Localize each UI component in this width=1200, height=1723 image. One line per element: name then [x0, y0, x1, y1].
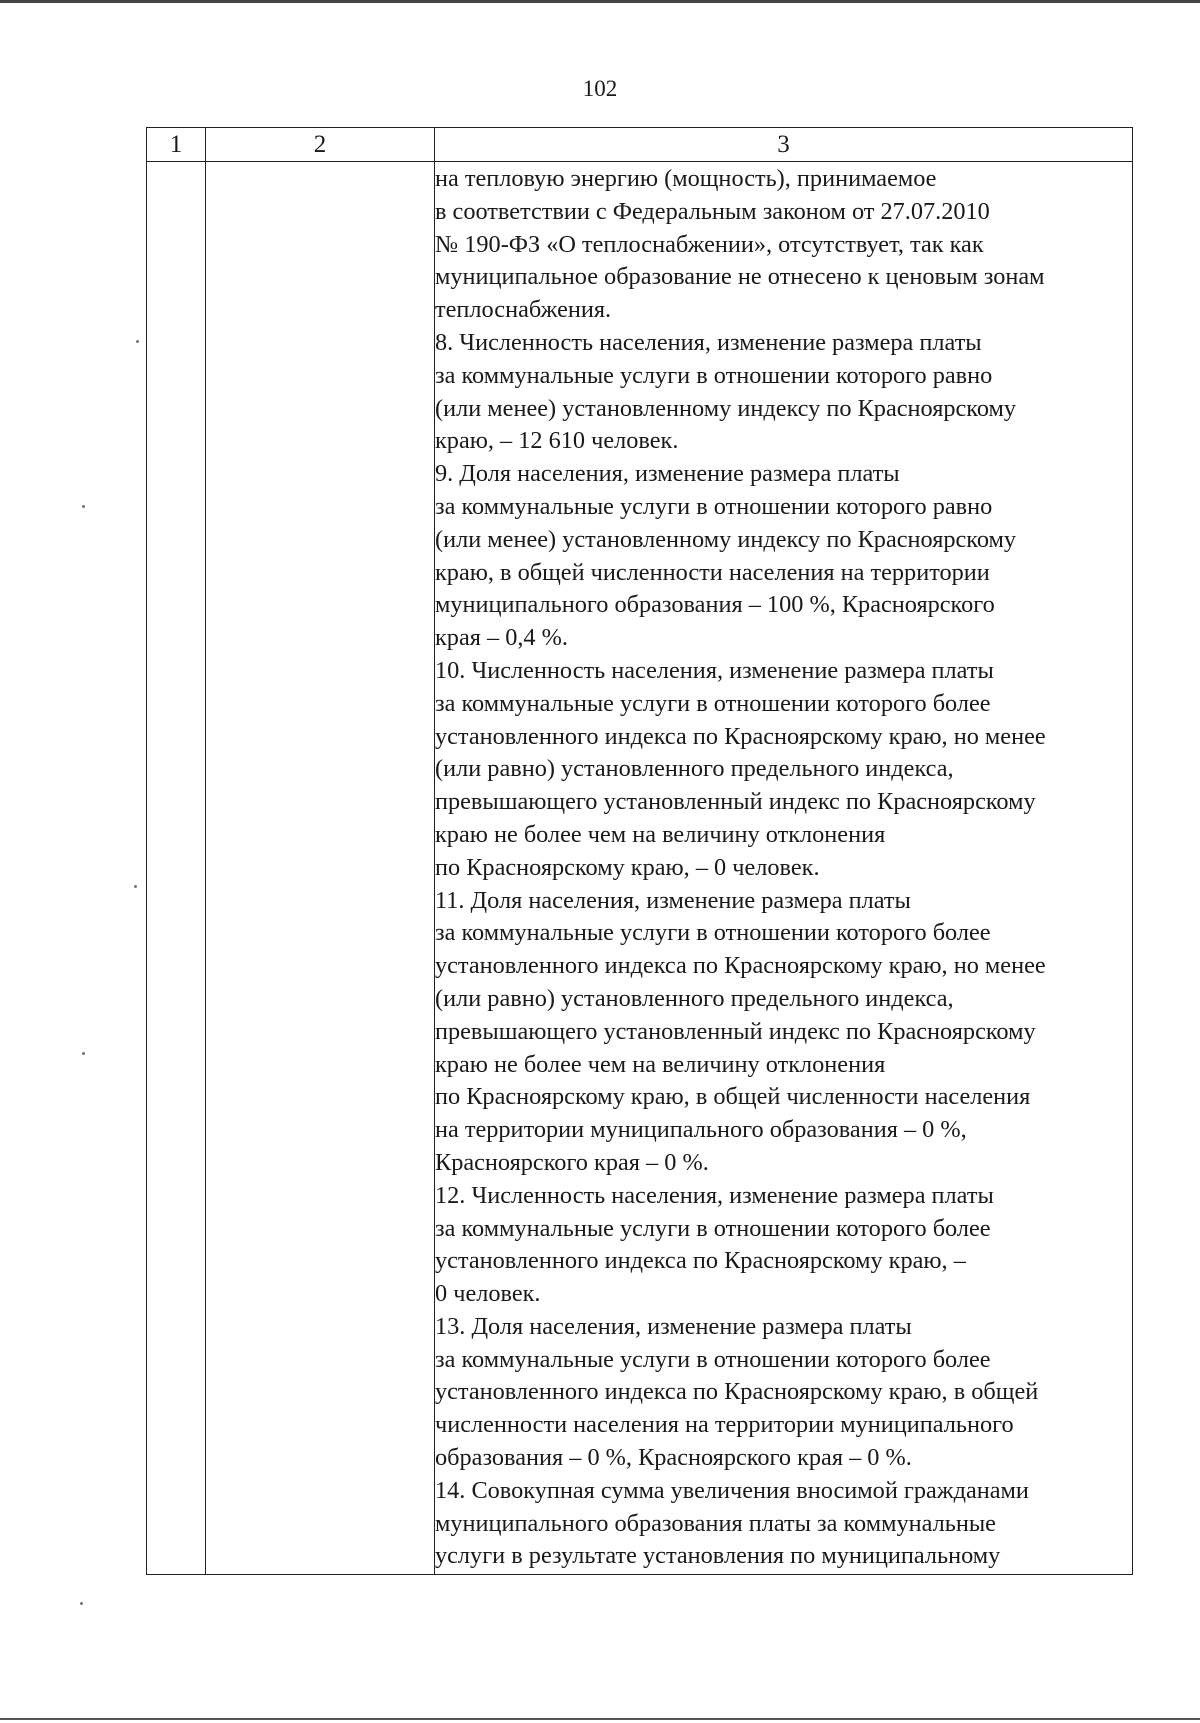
- scan-speck: [82, 505, 85, 508]
- text-line: краю не более чем на величину отклонения: [435, 1050, 886, 1078]
- column-2-cell: [206, 162, 435, 1575]
- scan-speck: [134, 885, 137, 888]
- text-line: (или равно) установленного предельного индекса,: [435, 755, 954, 783]
- text-line: теплоснабжения.: [435, 296, 612, 324]
- text-line: 12. Численность населения, изменение размера платы: [435, 1181, 994, 1209]
- text-line: в соответствии с Федеральным законом от 27.07.2010: [435, 197, 990, 225]
- text-line: 0 человек.: [435, 1280, 541, 1308]
- text-line: за коммунальные услуги в отношении которого более: [435, 919, 991, 947]
- table-row: [147, 162, 1133, 1575]
- text-line: образования – 0 %, Красноярского края – 0 %.: [435, 1444, 912, 1472]
- text-line: краю не более чем на величину отклонения: [435, 820, 886, 848]
- text-line: края – 0,4 %.: [435, 624, 568, 652]
- text-line: за коммунальные услуги в отношении которого равно: [435, 361, 993, 389]
- column-header-3: 3: [435, 128, 1133, 162]
- text-line: муниципальное образование не отнесено к ценовым зонам: [435, 263, 1045, 291]
- text-line: 9. Доля населения, изменение размера платы: [435, 460, 900, 488]
- text-line: за коммунальные услуги в отношении которого более: [435, 1214, 991, 1242]
- text-line: на тепловую энергию (мощность), принимаемое: [435, 165, 937, 192]
- text-line: установленного индекса по Красноярскому краю, но менее: [435, 722, 1046, 750]
- text-line: превышающего установленный индекс по Красноярскому: [435, 788, 1036, 816]
- column-3-cell: [435, 162, 1133, 1575]
- column-header-2: 2: [206, 128, 435, 162]
- text-line: установленного индекса по Красноярскому краю, в общей: [435, 1378, 1039, 1406]
- column-1-cell: [147, 162, 206, 1575]
- text-line: по Красноярскому краю, – 0 человек.: [435, 853, 820, 881]
- text-line: 14. Совокупная сумма увеличения вносимой гражданами: [435, 1476, 1029, 1504]
- text-line: муниципального образования – 100 %, Красноярского: [435, 591, 995, 619]
- text-line: за коммунальные услуги в отношении которого равно: [435, 492, 993, 520]
- page-bottom-border: [0, 1718, 1200, 1720]
- text-line: установленного индекса по Красноярскому краю, –: [435, 1247, 966, 1275]
- text-line: (или равно) установленного предельного индекса,: [435, 984, 954, 1012]
- column-3-text: [435, 162, 1132, 1573]
- text-line: по Красноярскому краю, в общей численности населения: [435, 1083, 1031, 1111]
- page-number: 102: [582, 76, 618, 101]
- text-line: услуги в результате установления по муниципальному: [435, 1542, 1001, 1570]
- table-header-row: [147, 128, 1133, 162]
- text-line: 13. Доля населения, изменение размера платы: [435, 1312, 912, 1340]
- text-line: численности населения на территории муниципального: [435, 1411, 1014, 1439]
- scan-speck: [136, 340, 139, 343]
- text-line: 11. Доля населения, изменение размера платы: [435, 886, 911, 914]
- scan-speck: [80, 1602, 83, 1605]
- page-top-border: [0, 0, 1200, 3]
- scan-speck: [82, 1052, 85, 1055]
- text-line: за коммунальные услуги в отношении которого более: [435, 689, 991, 717]
- text-line: № 190-ФЗ «О теплоснабжении», отсутствует, так как: [435, 230, 984, 258]
- text-line: краю, – 12 610 человек.: [435, 427, 679, 455]
- text-line: (или менее) установленному индексу по Красноярскому: [435, 394, 1017, 422]
- column-header-1: 1: [147, 128, 206, 162]
- document-table: [146, 127, 1133, 1575]
- text-line: превышающего установленный индекс по Красноярскому: [435, 1017, 1036, 1045]
- text-line: (или менее) установленному индексу по Красноярскому: [435, 525, 1017, 553]
- text-line: краю, в общей численности населения на территории: [435, 558, 990, 586]
- text-line: установленного индекса по Красноярскому краю, но менее: [435, 952, 1046, 980]
- text-line: 8. Численность населения, изменение размера платы: [435, 328, 982, 356]
- text-line: за коммунальные услуги в отношении которого более: [435, 1345, 991, 1373]
- text-line: муниципального образования платы за коммунальные: [435, 1509, 996, 1537]
- text-line: Красноярского края – 0 %.: [435, 1148, 709, 1176]
- text-line: на территории муниципального образования – 0 %,: [435, 1116, 967, 1144]
- text-line: 10. Численность населения, изменение размера платы: [435, 656, 994, 684]
